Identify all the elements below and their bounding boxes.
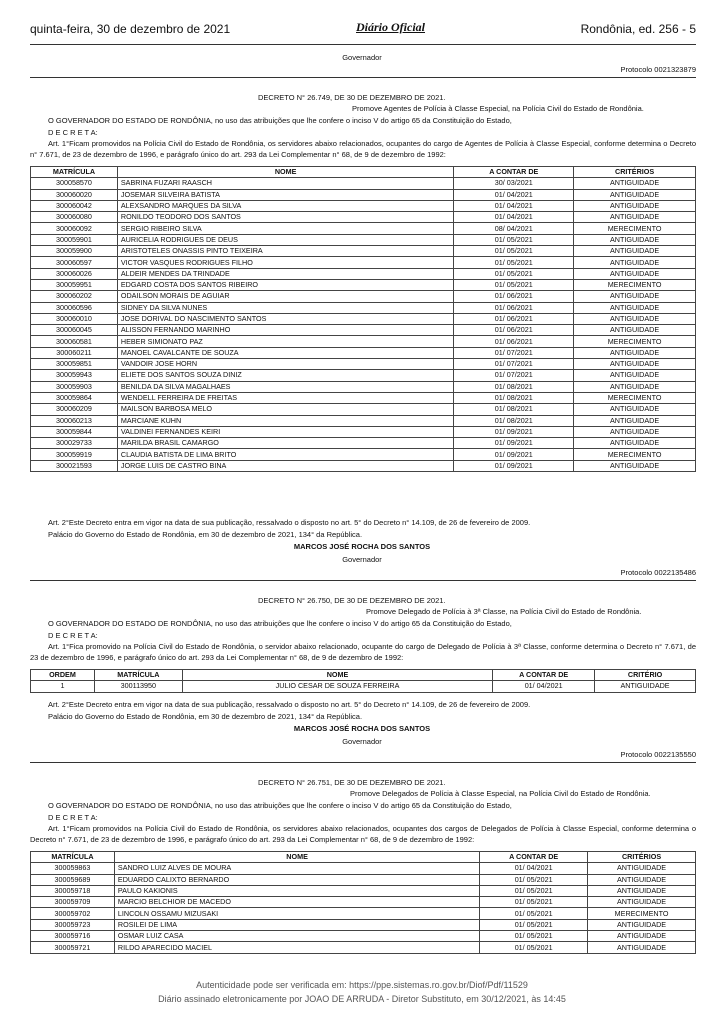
table-cell: VALDINEI FERNANDES KEIRI [117, 426, 453, 437]
table-row [31, 347, 696, 358]
table-cell: ANTIGUIDADE [574, 178, 696, 189]
table-row [31, 212, 696, 223]
table-cell: 300059864 [31, 392, 118, 403]
decree3-decreta: D E C R E T A: [48, 813, 98, 822]
table-cell: 300021593 [31, 460, 118, 471]
table-cell: ANTIGUIDADE [574, 370, 696, 381]
table-cell: ANTIGUIDADE [574, 291, 696, 302]
table-row [31, 942, 696, 953]
decree2-palacio: Palácio do Governo do Estado de Rondônia, em 30 de dezembro de 2021, 134° da República. [48, 712, 363, 721]
table-cell: 01/ 05/2021 [480, 885, 588, 896]
table-cell: 300060213 [31, 415, 118, 426]
table-cell: 300060211 [31, 347, 118, 358]
header-divider [30, 44, 696, 45]
table-row [31, 223, 696, 234]
table-cell: ANTIGUIDADE [595, 681, 696, 692]
table-cell: 01/ 04/2021 [454, 200, 574, 211]
decree2-art1: Art. 1°Fica promovido na Polícia Civil do Estado de Rondônia, o servidor abaixo relacionado, ocupante do cargo de Delegado de Polícia à 3ª Classe, conforme determina o Decreto n° 7.671, de 23 de dezembro de 1996, e parágrafo único do art. 293 da Lei Complementar n° 68, de 9 de dezembro de 1992: [30, 642, 696, 662]
decree1-table [30, 166, 696, 472]
table-cell: 300059844 [31, 426, 118, 437]
table-row [31, 931, 696, 942]
table-cell: CLAUDIA BATISTA DE LIMA BRITO [117, 449, 453, 460]
table-cell: 01/ 08/2021 [454, 381, 574, 392]
table-cell: 300060597 [31, 257, 118, 268]
table-cell: 01/ 08/2021 [454, 404, 574, 415]
column-header: A CONTAR DE [454, 167, 574, 178]
table-row [31, 392, 696, 403]
decree2-preamble: O GOVERNADOR DO ESTADO DE RONDÔNIA, no uso das atribuições que lhe confere o inciso V do artigo 65 da Constituição do Estado, [48, 619, 512, 628]
table-cell: 08/ 04/2021 [454, 223, 574, 234]
table-cell: JOSEMAR SILVEIRA BATISTA [117, 189, 453, 200]
table-cell: 300059851 [31, 359, 118, 370]
table-cell: 300058570 [31, 178, 118, 189]
table-cell: ANTIGUIDADE [574, 189, 696, 200]
table-cell: PAULO KAKIONIS [114, 885, 479, 896]
table-cell: ANTIGUIDADE [574, 438, 696, 449]
table-cell: 01/ 06/2021 [454, 336, 574, 347]
table-cell: ANTIGUIDADE [588, 885, 696, 896]
decree3-preamble: O GOVERNADOR DO ESTADO DE RONDÔNIA, no uso das atribuições que lhe confere o inciso V do artigo 65 da Constituição do Estado, [48, 801, 512, 810]
table-row [31, 438, 696, 449]
table-row [31, 908, 696, 919]
table-cell: 300059716 [31, 931, 115, 942]
top-governador: Governador [342, 53, 382, 62]
table-cell: SABRINA FUZARI RAASCH [117, 178, 453, 189]
table-cell: ALDEIR MENDES DA TRINDADE [117, 268, 453, 279]
table-cell: 01/ 08/2021 [454, 392, 574, 403]
table-cell: 300059689 [31, 874, 115, 885]
table-cell: 300059721 [31, 942, 115, 953]
decree3-title: DECRETO N° 26.751, DE 30 DE DEZEMBRO DE 2021. [258, 778, 446, 787]
page-header [30, 20, 696, 42]
table-cell: ANTIGUIDADE [574, 302, 696, 313]
table-cell: 30/ 03/2021 [454, 178, 574, 189]
table-cell: ANTIGUIDADE [574, 359, 696, 370]
table-cell: ANTIGUIDADE [574, 257, 696, 268]
decree1-title: DECRETO N° 26.749, DE 30 DE DEZEMBRO DE 2021. [258, 93, 446, 102]
table-cell: 300059723 [31, 919, 115, 930]
table-cell: 01/ 07/2021 [454, 347, 574, 358]
header-edition: Rondônia, ed. 256 - 5 [580, 22, 696, 36]
table-cell: 01/ 09/2021 [454, 449, 574, 460]
table-row [31, 874, 696, 885]
table-cell: 300059901 [31, 234, 118, 245]
table-cell: LINCOLN OSSAMU MIZUSAKI [114, 908, 479, 919]
table-cell: SERGIO RIBEIRO SILVA [117, 223, 453, 234]
footer-signature: Diário assinado eletronicamente por JOAO DE ARRUDA - Diretor Substituto, em 30/12/2021, às 14:45 [158, 994, 566, 1004]
table-cell: ANTIGUIDADE [574, 325, 696, 336]
section-divider [30, 762, 696, 763]
table-cell: RILDO APARECIDO MACIEL [114, 942, 479, 953]
table-cell: ANTIGUIDADE [574, 460, 696, 471]
table-cell: 300059919 [31, 449, 118, 460]
decree2-signer: MARCOS JOSÉ ROCHA DOS SANTOS [293, 724, 431, 733]
decree2-art2: Art. 2°Este Decreto entra em vigor na data de sua publicação, ressalvado o disposto no art. 5° do Decreto n° 14.109, de 26 de fevereiro de 2009. [48, 700, 531, 709]
table-cell: 01/ 06/2021 [454, 325, 574, 336]
table-cell: 300060020 [31, 189, 118, 200]
table-row [31, 200, 696, 211]
decree3-table [30, 851, 696, 954]
decree3-art1: Art. 1°Ficam promovidos na Polícia Civil do Estado de Rondônia, os servidores abaixo relacionados, ocupantes dos cargos de Delegados de Polícia à Classe Especial, conforme determina o Decreto n° 7.671, de 23 de dezembro de 1996, e parágrafo único do art. 293 da Lei Complementar n° 68, de 9 de dezembro de 1992: [30, 824, 696, 844]
table-cell: 01/ 04/2021 [480, 863, 588, 874]
table-cell: JORGE LUIS DE CASTRO BINA [117, 460, 453, 471]
column-header: NOME [114, 852, 479, 863]
table-cell: 01/ 05/2021 [480, 919, 588, 930]
table-cell: MAILSON BARBOSA MELO [117, 404, 453, 415]
journal-title: Diário Oficial [356, 20, 425, 34]
table-cell: 300060209 [31, 404, 118, 415]
table-row [31, 178, 696, 189]
table-cell: 300060042 [31, 200, 118, 211]
column-header: NOME [182, 670, 492, 681]
table-row [31, 291, 696, 302]
table-cell: 01/ 08/2021 [454, 415, 574, 426]
column-header: MATRÍCULA [31, 852, 115, 863]
table-cell: 300059951 [31, 279, 118, 290]
table-cell: 01/ 06/2021 [454, 313, 574, 324]
top-protocolo: Protocolo 0021323879 [620, 65, 696, 74]
table-cell: MARILDA BRASIL CAMARGO [117, 438, 453, 449]
table-cell: 01/ 05/2021 [454, 268, 574, 279]
table-cell: ANTIGUIDADE [588, 897, 696, 908]
table-cell: MARCIO BELCHIOR DE MACEDO [114, 897, 479, 908]
table-cell: WENDELL FERREIRA DE FREITAS [117, 392, 453, 403]
table-cell: 300060596 [31, 302, 118, 313]
table-cell: 300059702 [31, 908, 115, 919]
table-row [31, 885, 696, 896]
table-row [31, 257, 696, 268]
table-cell: HEBER SIMIONATO PAZ [117, 336, 453, 347]
table-cell: 01/ 07/2021 [454, 359, 574, 370]
table-cell: OSMAR LUIZ CASA [114, 931, 479, 942]
table-row [31, 449, 696, 460]
column-header: A CONTAR DE [493, 670, 595, 681]
table-cell: 01/ 05/2021 [480, 931, 588, 942]
table-cell: 01/ 05/2021 [480, 908, 588, 919]
table-cell: MARCIANE KUHN [117, 415, 453, 426]
table-cell: MERECIMENTO [574, 449, 696, 460]
column-header: MATRÍCULA [31, 167, 118, 178]
table-row [31, 381, 696, 392]
table-cell: ANTIGUIDADE [574, 426, 696, 437]
column-header: NOME [117, 167, 453, 178]
table-cell: MERECIMENTO [574, 279, 696, 290]
table-row [31, 279, 696, 290]
table-cell: 300060045 [31, 325, 118, 336]
table-row [31, 313, 696, 324]
table-row [31, 246, 696, 257]
table-row [31, 404, 696, 415]
table-cell: 300060026 [31, 268, 118, 279]
column-header: MATRÍCULA [94, 670, 182, 681]
table-cell: ANTIGUIDADE [574, 212, 696, 223]
decree1-preamble: O GOVERNADOR DO ESTADO DE RONDÔNIA, no uso das atribuições que lhe confere o inciso V do artigo 65 da Constituição do Estado, [48, 116, 512, 125]
table-cell: JULIO CESAR DE SOUZA FERREIRA [182, 681, 492, 692]
table-cell: MERECIMENTO [574, 336, 696, 347]
column-header: CRITÉRIOS [574, 167, 696, 178]
table-cell: 300060581 [31, 336, 118, 347]
table-row [31, 897, 696, 908]
column-header: ORDEM [31, 670, 95, 681]
table-cell: 300059903 [31, 381, 118, 392]
table-cell: 300060010 [31, 313, 118, 324]
table-cell: ANTIGUIDADE [574, 268, 696, 279]
table-row [31, 234, 696, 245]
table-cell: 300059709 [31, 897, 115, 908]
decree2-summary: Promove Delegado de Polícia à 3ª Classe, na Polícia Civil do Estado de Rondônia. [366, 607, 642, 616]
decree1-summary: Promove Agentes de Polícia à Classe Especial, na Polícia Civil do Estado de Rondônia. [352, 104, 644, 113]
table-cell: ANTIGUIDADE [574, 246, 696, 257]
decree2-title: DECRETO N° 26.750, DE 30 DE DEZEMBRO DE 2021. [258, 596, 446, 605]
table-row [31, 325, 696, 336]
table-row [31, 370, 696, 381]
table-cell: SIDNEY DA SILVA NUNES [117, 302, 453, 313]
table-cell: 01/ 09/2021 [454, 426, 574, 437]
decree2-role: Governador [342, 737, 382, 746]
table-row [31, 426, 696, 437]
table-row [31, 863, 696, 874]
table-cell: VICTOR VASQUES RODRIGUES FILHO [117, 257, 453, 268]
table-cell: MANOEL CAVALCANTE DE SOUZA [117, 347, 453, 358]
table-cell: ELIETE DOS SANTOS SOUZA DINIZ [117, 370, 453, 381]
table-cell: 01/ 06/2021 [454, 291, 574, 302]
table-cell: RONILDO TEODORO DOS SANTOS [117, 212, 453, 223]
table-cell: EDGARD COSTA DOS SANTOS RIBEIRO [117, 279, 453, 290]
table-cell: VANDOIR JOSE HORN [117, 359, 453, 370]
section-divider [30, 77, 696, 78]
table-cell: ARISTOTELES ONASSIS PINTO TEIXEIRA [117, 246, 453, 257]
column-header: CRITÉRIO [595, 670, 696, 681]
header-date: quinta-feira, 30 de dezembro de 2021 [30, 22, 231, 36]
table-cell: 01/ 05/2021 [480, 874, 588, 885]
decree1-art1: Art. 1°Ficam promovidos na Polícia Civil do Estado de Rondônia, os servidores abaixo relacionados, ocupantes do cargo de Agentes de Polícia à Classe Especial, conforme determina o Decreto n° 7.671, de 23 de dezembro de 1996, e parágrafo único do art. 293 da Lei Complementar n° 68, de 9 de dezembro de 1992: [30, 139, 696, 159]
table-cell: ANTIGUIDADE [574, 381, 696, 392]
table-cell: 01/ 06/2021 [454, 302, 574, 313]
table-row [31, 460, 696, 471]
table-cell: 300060202 [31, 291, 118, 302]
table-cell: 01/ 05/2021 [454, 246, 574, 257]
table-cell: 01/ 07/2021 [454, 370, 574, 381]
table-cell: JOSE DORIVAL DO NASCIMENTO SANTOS [117, 313, 453, 324]
table-row [31, 189, 696, 200]
table-cell: ANTIGUIDADE [588, 942, 696, 953]
table-cell: MERECIMENTO [588, 908, 696, 919]
table-row [31, 919, 696, 930]
table-cell: 300029733 [31, 438, 118, 449]
table-cell: 300059863 [31, 863, 115, 874]
table-cell: 01/ 04/2021 [454, 212, 574, 223]
table-row [31, 415, 696, 426]
decree1-protocolo: Protocolo 0022135486 [620, 568, 696, 577]
table-cell: 01/ 05/2021 [454, 257, 574, 268]
table-cell: AURICELIA RODRIGUES DE DEUS [117, 234, 453, 245]
table-cell: MERECIMENTO [574, 223, 696, 234]
table-row [31, 302, 696, 313]
decree1-decreta: D E C R E T A: [48, 128, 98, 137]
column-header: A CONTAR DE [480, 852, 588, 863]
table-row [31, 336, 696, 347]
table-cell: BENILDA DA SILVA MAGALHAES [117, 381, 453, 392]
decree1-art2: Art. 2°Este Decreto entra em vigor na data de sua publicação, ressalvado o disposto no art. 5° do Decreto n° 14.109, de 26 de fevereiro de 2009. [48, 518, 531, 527]
table-cell: 01/ 09/2021 [454, 438, 574, 449]
table-cell: 300059718 [31, 885, 115, 896]
table-cell: 01/ 05/2021 [454, 234, 574, 245]
table-cell: ANTIGUIDADE [588, 919, 696, 930]
table-row [31, 359, 696, 370]
table-cell: 01/ 04/2021 [493, 681, 595, 692]
table-cell: 01/ 05/2021 [480, 897, 588, 908]
table-cell: 01/ 04/2021 [454, 189, 574, 200]
table-cell: ALISSON FERNANDO MARINHO [117, 325, 453, 336]
table-row [31, 268, 696, 279]
decree1-palacio: Palácio do Governo do Estado de Rondônia, em 30 de dezembro de 2021, 134° da República. [48, 530, 363, 539]
table-cell: SANDRO LUIZ ALVES DE MOURA [114, 863, 479, 874]
table-cell: ODAILSON MORAIS DE AGUIAR [117, 291, 453, 302]
table-cell: 300113950 [94, 681, 182, 692]
table-cell: ANTIGUIDADE [574, 415, 696, 426]
decree2-decreta: D E C R E T A: [48, 631, 98, 640]
table-cell: ALEXSANDRO MARQUES DA SILVA [117, 200, 453, 211]
decree3-summary: Promove Delegados de Polícia à Classe Especial, na Polícia Civil do Estado de Rondônia. [350, 789, 651, 798]
footer-authenticity: Autenticidade pode ser verificada em: https://ppe.sistemas.ro.gov.br/Diof/Pdf/11529 [196, 980, 528, 990]
decree2-table [30, 669, 696, 693]
decree1-role: Governador [342, 555, 382, 564]
table-cell: ANTIGUIDADE [588, 863, 696, 874]
table-cell: MERECIMENTO [574, 392, 696, 403]
table-cell: 300059943 [31, 370, 118, 381]
column-header: CRITÉRIOS [588, 852, 696, 863]
table-cell: ANTIGUIDADE [588, 874, 696, 885]
decree2-protocolo: Protocolo 0022135550 [620, 750, 696, 759]
table-cell: 300059900 [31, 246, 118, 257]
table-cell: ANTIGUIDADE [574, 404, 696, 415]
table-cell: 300060080 [31, 212, 118, 223]
table-cell: 300060092 [31, 223, 118, 234]
table-cell: EDUARDO CALIXTO BERNARDO [114, 874, 479, 885]
table-cell: 01/ 05/2021 [454, 279, 574, 290]
table-cell: ANTIGUIDADE [574, 234, 696, 245]
table-cell: 01/ 05/2021 [480, 942, 588, 953]
decree1-signer: MARCOS JOSÉ ROCHA DOS SANTOS [293, 542, 431, 551]
table-cell: ANTIGUIDADE [574, 347, 696, 358]
table-cell: ANTIGUIDADE [574, 200, 696, 211]
table-row [31, 681, 696, 692]
table-cell: 1 [31, 681, 95, 692]
table-cell: ANTIGUIDADE [574, 313, 696, 324]
table-cell: ANTIGUIDADE [588, 931, 696, 942]
table-cell: 01/ 09/2021 [454, 460, 574, 471]
section-divider [30, 580, 696, 581]
table-cell: ROSILEI DE LIMA [114, 919, 479, 930]
